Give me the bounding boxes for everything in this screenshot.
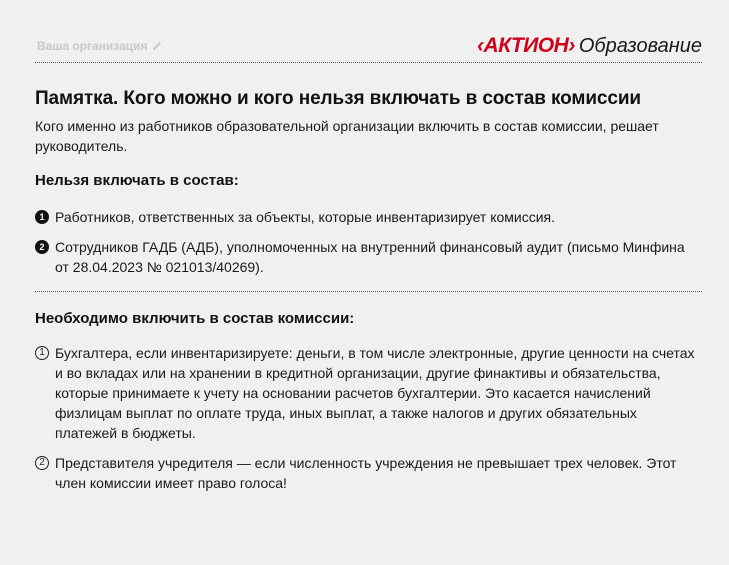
- number-badge: 2: [35, 456, 49, 470]
- list-item-text: Работников, ответственных за объекты, которые инвентаризирует комиссия.: [55, 209, 556, 225]
- number-badge: 1: [35, 346, 49, 360]
- list-item: [35, 453, 702, 493]
- excluded-heading: Нельзя включать в состав:: [35, 172, 239, 189]
- list-item-text: Бухгалтера, если инвентаризируете: деньги, в том числе электронные, другие ценности на счетах и во вкладах или на хранении в кредитной организации, другие финактивы и обязательства, которые принимаете к учету на основании расчетов бухгалтерии. Это касается начислений физлицам выплат по оплате труда, иных выплат, а также налогов и других обязательных платежей в бюджеты.: [55, 345, 695, 441]
- pencil-icon[interactable]: [151, 40, 163, 52]
- list-item: [35, 343, 702, 443]
- section-divider: [35, 291, 702, 292]
- page-header: [35, 0, 702, 63]
- organization-name-field[interactable]: [37, 39, 163, 53]
- list-item-text: Сотрудников ГАДБ (АДБ), уполномоченных на внутренний финансовый аудит (письмо Минфина от 28.04.2023 № 021013/40269).: [55, 239, 685, 275]
- number-badge: 2: [35, 240, 49, 254]
- organization-placeholder: Ваша организация: [37, 39, 148, 53]
- required-list: [35, 343, 702, 493]
- brand-mark: ‹АКТИОН›: [477, 34, 575, 57]
- brand-logo: [477, 34, 702, 58]
- page-title: Памятка. Кого можно и кого нельзя включать в состав комиссии: [35, 88, 641, 109]
- list-item: [35, 237, 702, 277]
- list-item: [35, 207, 702, 227]
- lead-paragraph: Кого именно из работников образовательной организации включить в состав комиссии, решает руководитель.: [35, 118, 659, 154]
- list-item-text: Представителя учредителя — если численность учреждения не превышает трех человек. Этот член комиссии имеет право голоса!: [55, 455, 677, 491]
- brand-text: Образование: [578, 35, 702, 57]
- required-heading: Необходимо включить в состав комиссии:: [35, 310, 355, 327]
- number-badge: 1: [35, 210, 49, 224]
- excluded-list: [35, 207, 702, 277]
